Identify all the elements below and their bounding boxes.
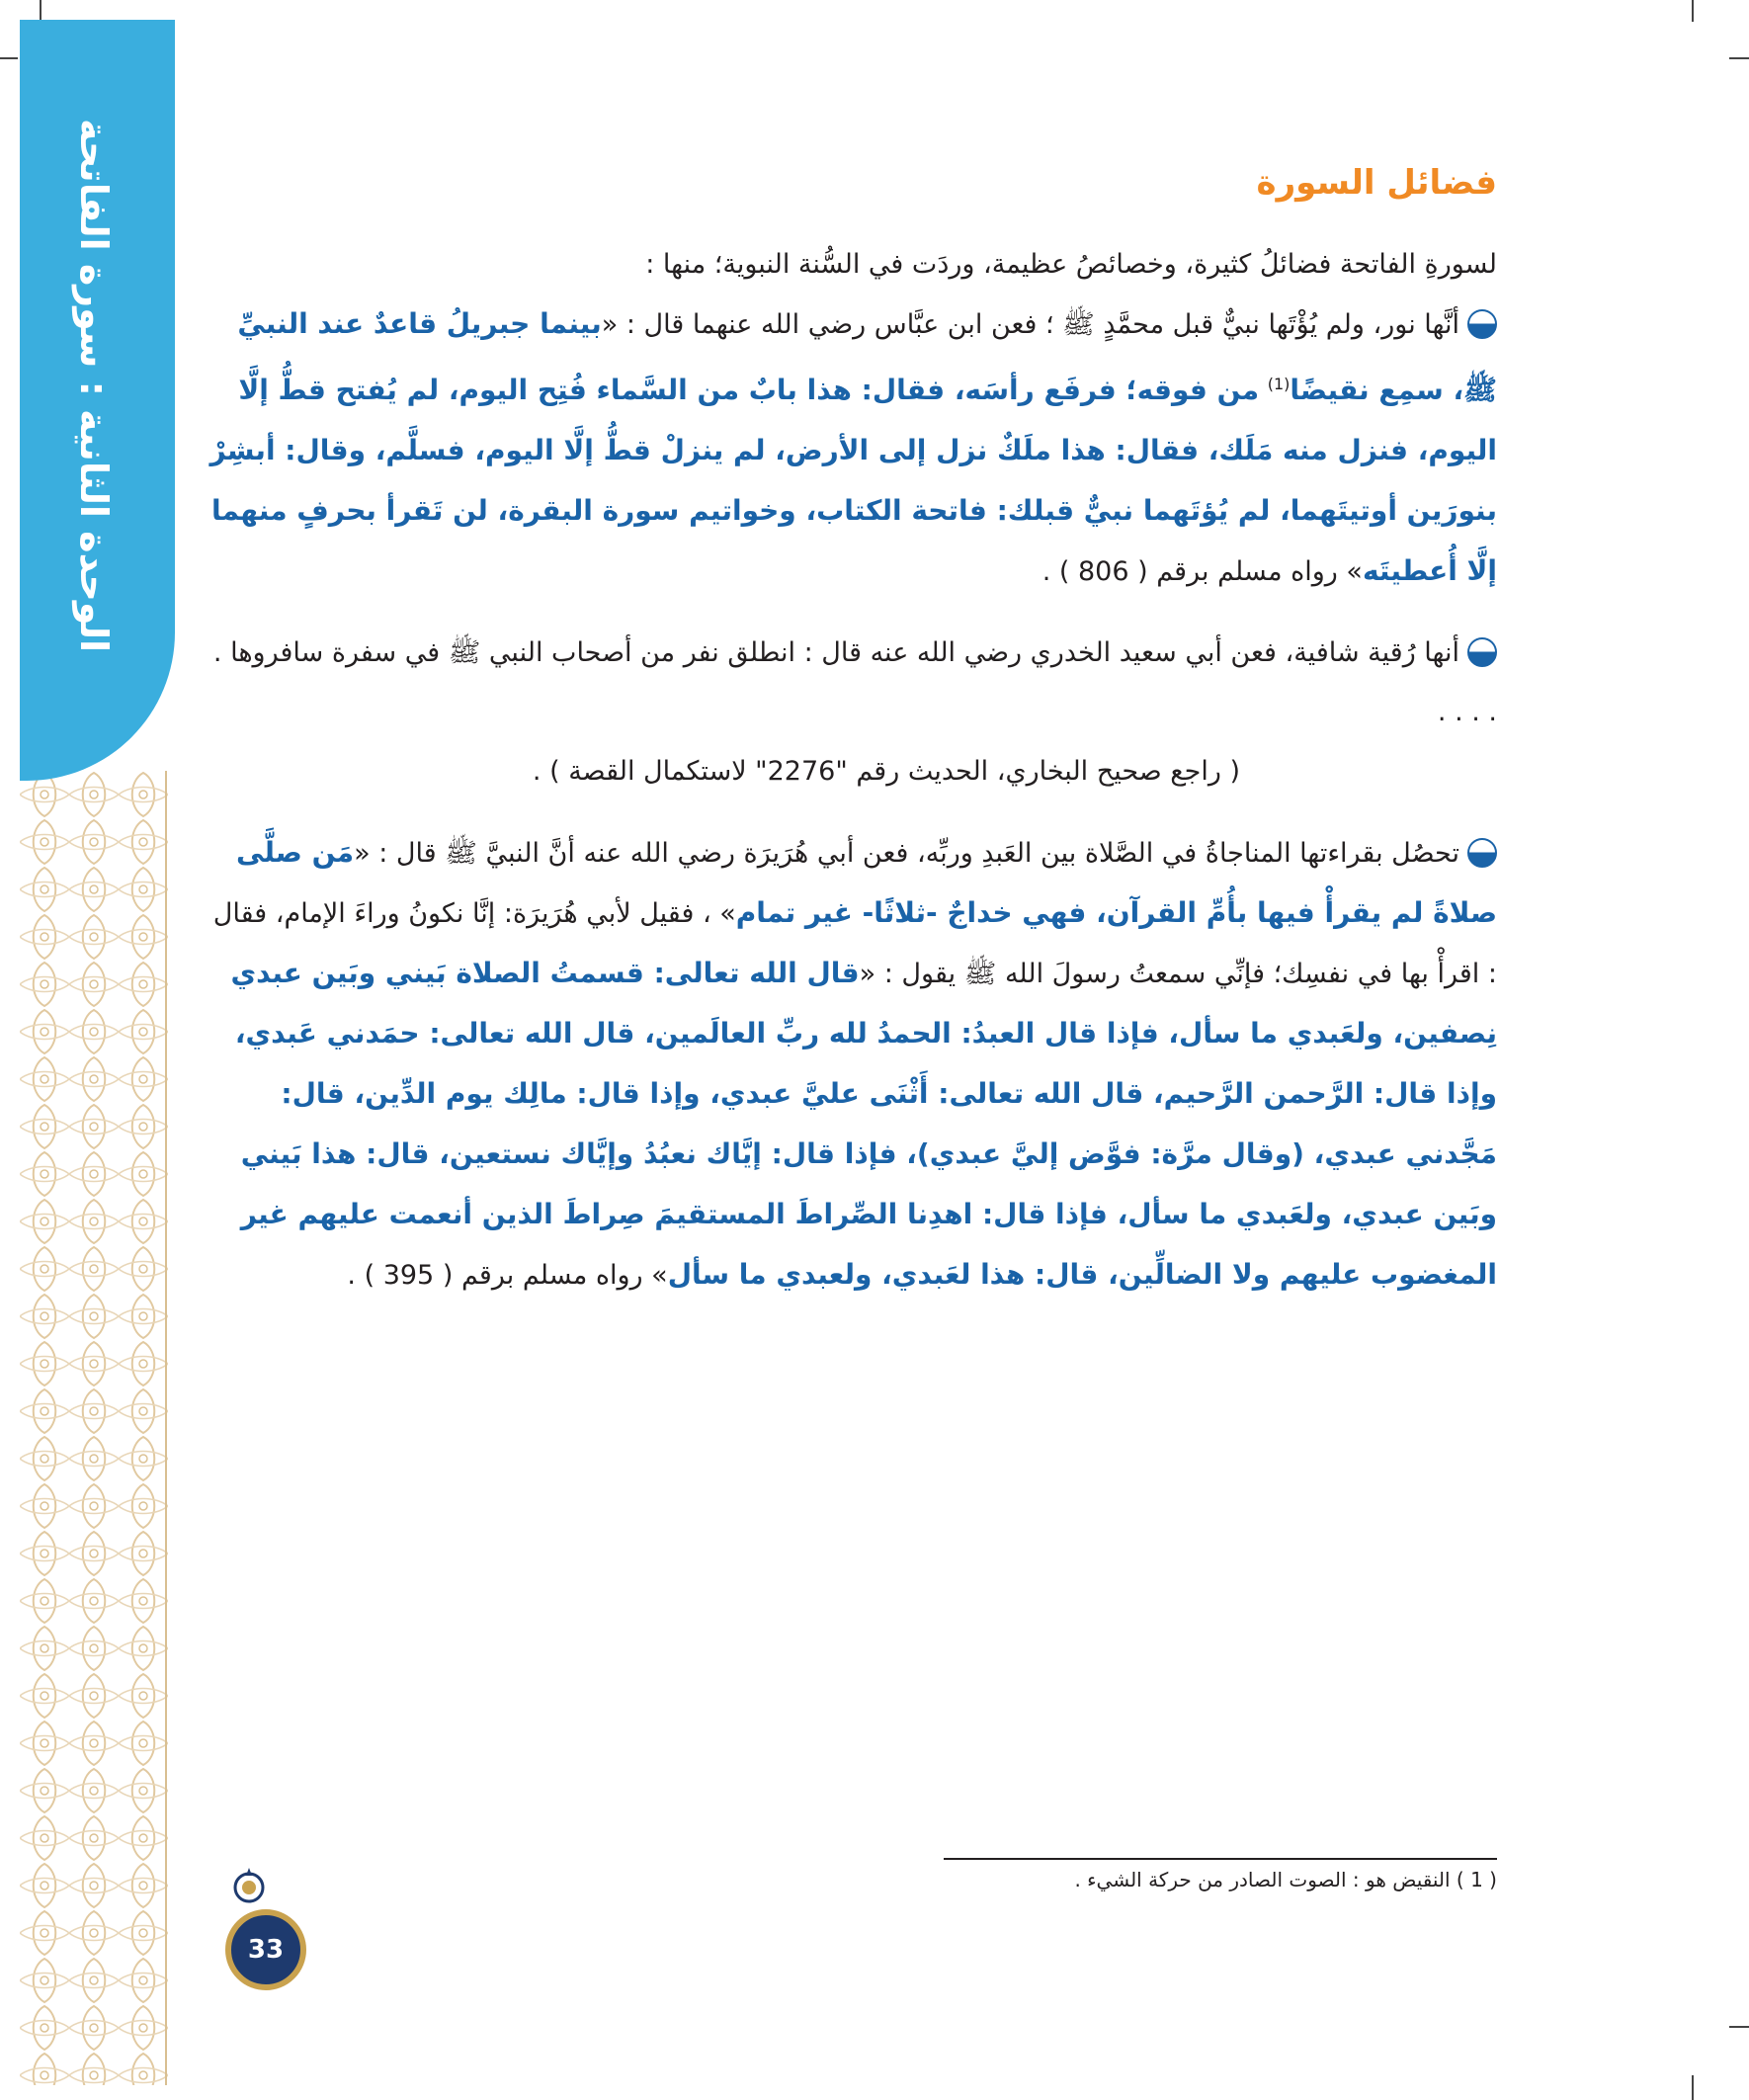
virtue-3-paragraph [198,823,1497,1305]
crop-mark [1692,0,1694,22]
footnote: ( 1 ) النقيض هو : الصوت الصادر من حركة الشيء . [1074,1868,1497,1891]
page-number: 33 [225,1909,306,1990]
bullet-icon [1467,838,1497,868]
bullet-icon [1467,309,1497,339]
crop-mark [1729,57,1749,59]
ornament-border [20,771,168,2085]
unit-label: الوحدة الثانية : سورة الفاتحة [72,118,116,652]
virtue-3-hadith-1: مَن صلَّى صلاةً لم يقرأْ فيها بأُمِّ القرآن، فهي خداجٌ -ثلاثًا- غير تمام [236,836,1497,929]
footnote-divider [944,1858,1497,1860]
virtue-3-hadith-2: قال الله تعالى: قسمتُ الصلاة بَيني وبَين عبدي نِصفين، ولعَبدي ما سأل، فإذا قال العبدُ: الحمدُ لله ربِّ العالَمين، قال الله تعالى: حمَدني عَبدي، وإذا قال: الرَّحمن الرَّحيم، قال الله تعالى: أَثْنَى عليَّ عبدي، وإذا قال: مالِك يوم الدِّين، قال: مَجَّدني عبدي، (وقال مرَّة: فوَّض إليَّ عبدي)، فإذا قال: إيَّاك نعبُدُ وإيَّاك نستعين، قال: هذا بَيني وبَين عبدي، ولعَبدي ما سأل، فإذا قال: اهدِنا الصِّراطَ المستقيمَ صِراطَ الذين أنعمت عليهم غير المغضوب عليهم ولا الضالِّين، قال: هذا لعَبدي، ولعبدي ما سأل [230,957,1497,1291]
crop-mark [1692,2075,1694,2100]
crop-mark [40,0,42,22]
virtue-1-hadith: بينما جبريلُ قاعدٌ عند النبيِّ ﷺ، سمِع نقيضًا [237,307,1497,406]
crop-mark [0,57,18,59]
virtue-1-source: » رواه مسلم برقم ( 806 ) . [1041,556,1363,587]
virtue-3-source: » رواه مسلم برقم ( 395 ) . [347,1260,668,1291]
virtue-2-paragraph [198,624,1497,742]
ornament-medallion-icon [229,1868,269,1905]
main-content [198,158,1497,1305]
virtue-3-middle: » ، فقيل لأبي هُرَيرَة: إنَّا نكونُ وراءَ الإمام، فقال : اقرأْ بها في نفسِك؛ فإنِّي سمعتُ رسولَ الله ﷺ يقول : « [212,898,1497,989]
virtue-3-lead: تحصُل بقراءتها المناجاةُ في الصَّلاة بين العَبدِ وربِّه، فعن أبي هُرَيرَة رضي الله عنه أنَّ النبيَّ ﷺ قال : « [354,838,1459,869]
virtue-1-paragraph [198,294,1497,602]
footnote-marker: (1) [1267,375,1291,393]
virtue-1-lead: أنَّها نور، ولم يُؤْتَها نبيٌّ قبل محمَّدٍ ﷺ ؛ فعن ابن عبَّاس رضي الله عنهما قال : « [601,309,1459,340]
intro-paragraph: لسورةِ الفاتحة فضائلُ كثيرة، وخصائصُ عظيمة، وردَت في السُّنة النبوية؛ منها : [645,249,1497,280]
virtue-2-text: أنها رُقية شافية، فعن أبي سعيد الخدري رضي الله عنه قال : انطلق نفر من أصحاب النبي ﷺ في سفرة سافروها . . . . . [212,637,1497,727]
crop-mark [1729,2026,1749,2028]
virtue-2-reference: ( راجع صحيح البخاري، الحديث رقم "2276" لاستكمال القصة ) . [532,756,1240,787]
bullet-icon [1467,637,1497,667]
section-title: فضائل السورة [1256,163,1497,203]
virtue-1-hadith-continued: من فوقه؛ فرفَع رأسَه، فقال: هذا بابٌ من السَّماء فُتِح اليوم، لم يُفتح قطُّ إلَّا اليوم، فنزل منه مَلَك، فقال: هذا ملَكٌ نزل إلى الأرض، لم ينزلْ قطُّ إلَّا اليوم، فسلَّم، وقال: أبشِرْ بنورَين أوتيتَهما، لم يُؤتَهما نبيٌّ قبلك: فاتحة الكتاب، وخواتيم سورة البقرة، لن تَقرأ بحرفٍ منهما إلَّا أُعطيتَه [209,374,1497,587]
